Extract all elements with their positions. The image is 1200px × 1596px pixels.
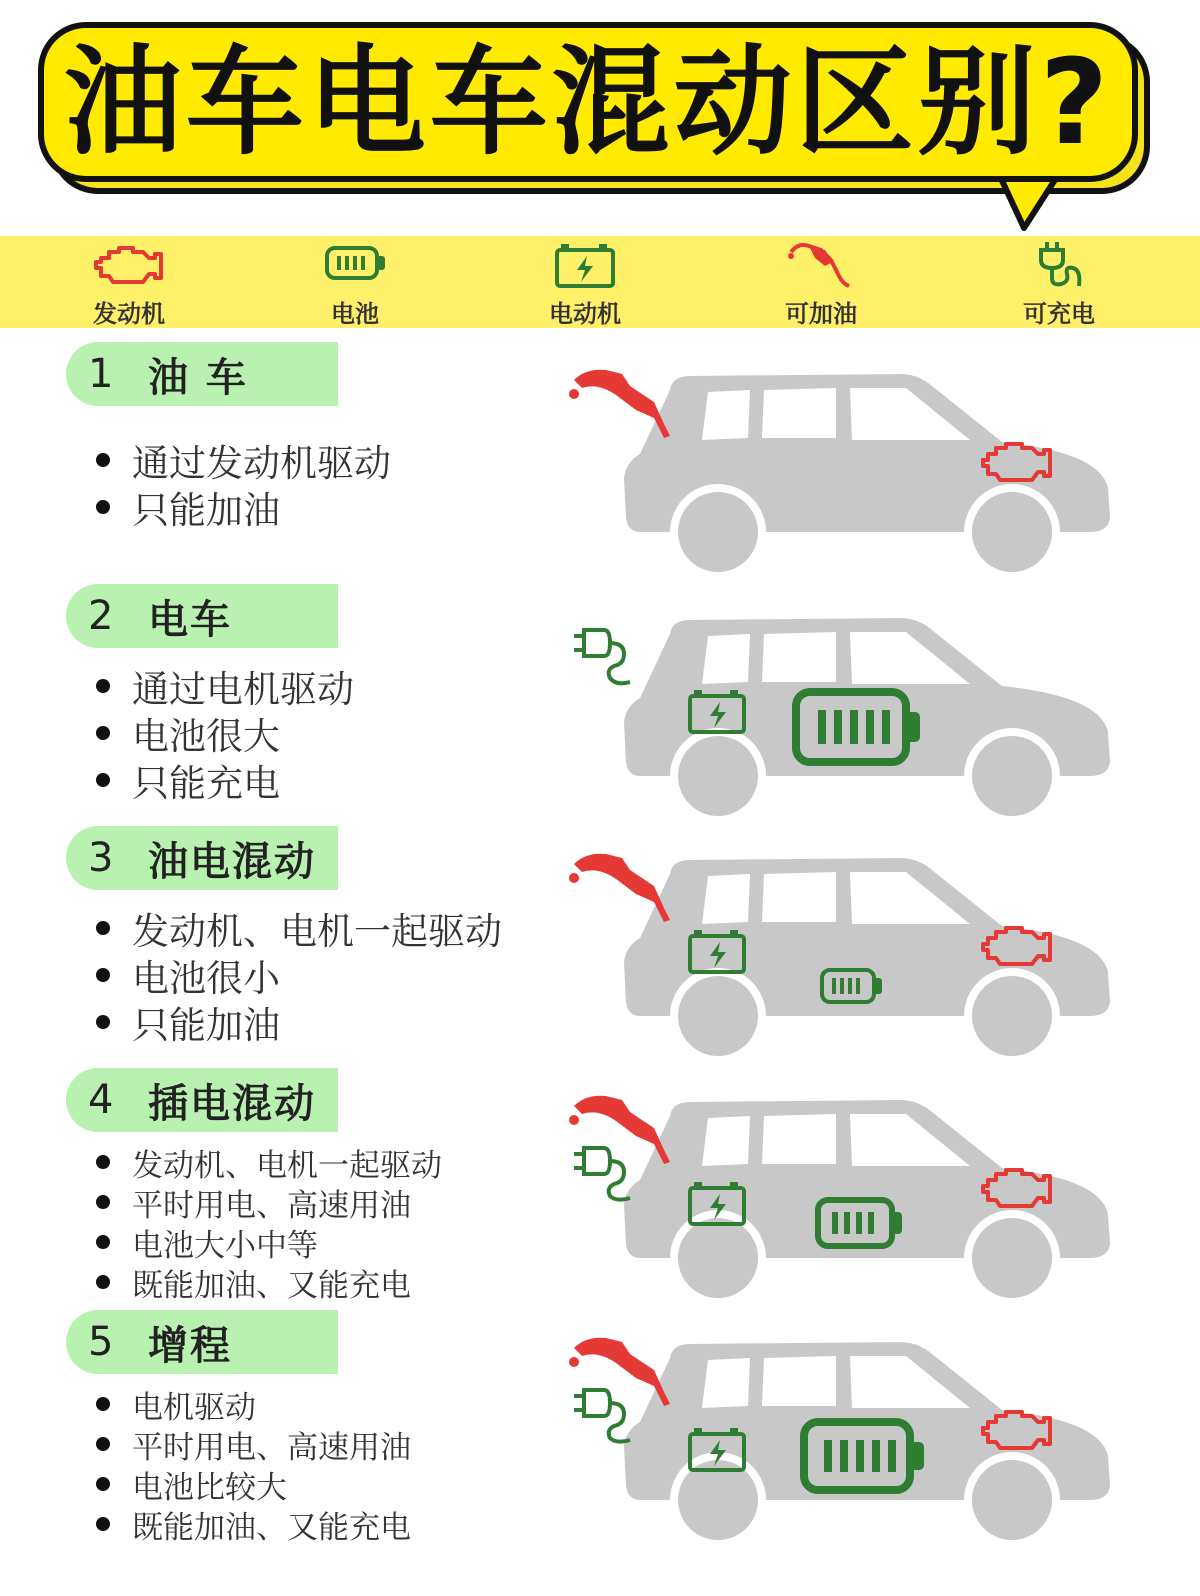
bullet-list [96,1142,442,1302]
title-bubble [38,22,1138,182]
bullet-dot [96,1155,110,1169]
bullet-dot [96,1437,110,1451]
section-tag [66,1310,338,1374]
bullet-text: 平时用电、高速用油 [132,1429,411,1466]
battery-icon [319,238,391,292]
section-number: 3 [88,835,114,881]
section-title: 油电混动 [148,838,316,885]
list-item [96,998,502,1045]
section-number: 5 [88,1319,114,1365]
bullet-list [96,662,354,803]
bullet-dot [96,1275,110,1289]
section-number: 1 [88,351,114,397]
bullet-dot [96,921,110,935]
page-title: 油车电车混动区别? [63,33,1113,171]
list-item [96,1464,411,1504]
bullet-text: 既能加油、又能充电 [132,1509,411,1546]
car-illustration [560,606,1120,816]
section-title: 电车 [148,596,232,643]
bullet-text: 发动机、电机一起驱动 [132,1147,442,1184]
section-tag [66,584,338,648]
legend-strip [0,236,1200,328]
bullet-text: 既能加油、又能充电 [132,1267,411,1304]
fuel-nozzle-icon [785,238,857,292]
engine-icon [93,238,165,292]
bullet-text: 通过发动机驱动 [132,441,391,485]
section-tag [66,826,338,890]
bullet-text: 发动机、电机一起驱动 [132,909,502,953]
title-banner [38,22,1150,212]
bullet-text: 通过电机驱动 [132,667,354,711]
plug-icon [574,630,630,683]
bullet-text: 电池很大 [132,714,280,758]
legend-label: 电池 [331,300,379,328]
bullet-dot [96,1195,110,1209]
bullet-text: 只能充电 [132,761,280,805]
bullet-text: 平时用电、高速用油 [132,1187,411,1224]
section-tag [66,1068,338,1132]
bullet-dot [96,1477,110,1491]
car-illustration [560,362,1120,572]
section-title: 油 车 [148,354,248,401]
list-item [96,756,354,803]
list-item [96,904,502,951]
bullet-dot [96,968,110,982]
motor-icon [549,238,621,292]
bullet-dot [96,500,110,514]
list-item [96,1142,442,1182]
speech-tail-icon [998,172,1078,242]
list-item [96,709,354,756]
list-item [96,1504,411,1544]
bullet-text: 电池大小中等 [132,1227,318,1264]
bullet-dot [96,453,110,467]
legend-label: 发动机 [93,300,165,328]
plug-icon [574,1390,630,1442]
legend-label: 可充电 [1023,300,1095,328]
bullet-list [96,1384,411,1544]
legend-item-charge [984,236,1134,328]
legend-label: 可加油 [785,300,857,328]
list-item [96,1182,442,1222]
list-item [96,1222,442,1262]
list-item [96,436,391,483]
list-item [96,1262,442,1302]
bullet-list [96,904,502,1045]
legend-item-battery [280,236,430,328]
bullet-dot [96,1015,110,1029]
bullet-text: 只能加油 [132,1003,280,1047]
bullet-text: 电池很小 [132,956,280,1000]
legend-item-engine [54,236,204,328]
legend-label: 电动机 [549,300,621,328]
plug-icon [1023,238,1095,292]
list-item [96,1384,411,1424]
bullet-text: 电池比较大 [132,1469,287,1506]
section-tag [66,342,338,406]
bullet-text: 只能加油 [132,488,280,532]
bullet-dot [96,1235,110,1249]
car-illustration [560,1330,1120,1540]
bullet-list [96,436,391,530]
list-item [96,1424,411,1464]
car-illustration [560,846,1120,1056]
bullet-dot [96,726,110,740]
plug-icon [574,1148,630,1200]
car-illustration [560,1088,1120,1298]
section-number: 4 [88,1077,114,1123]
bullet-text: 电机驱动 [132,1389,256,1426]
bullet-dot [96,773,110,787]
section-title: 插电混动 [148,1080,316,1127]
list-item [96,662,354,709]
section-number: 2 [88,593,114,639]
legend-item-motor [510,236,660,328]
bullet-dot [96,1517,110,1531]
bullet-dot [96,1397,110,1411]
list-item [96,483,391,530]
section-title: 增程 [148,1322,232,1369]
legend-item-fuel [746,236,896,328]
list-item [96,951,502,998]
bullet-dot [96,679,110,693]
